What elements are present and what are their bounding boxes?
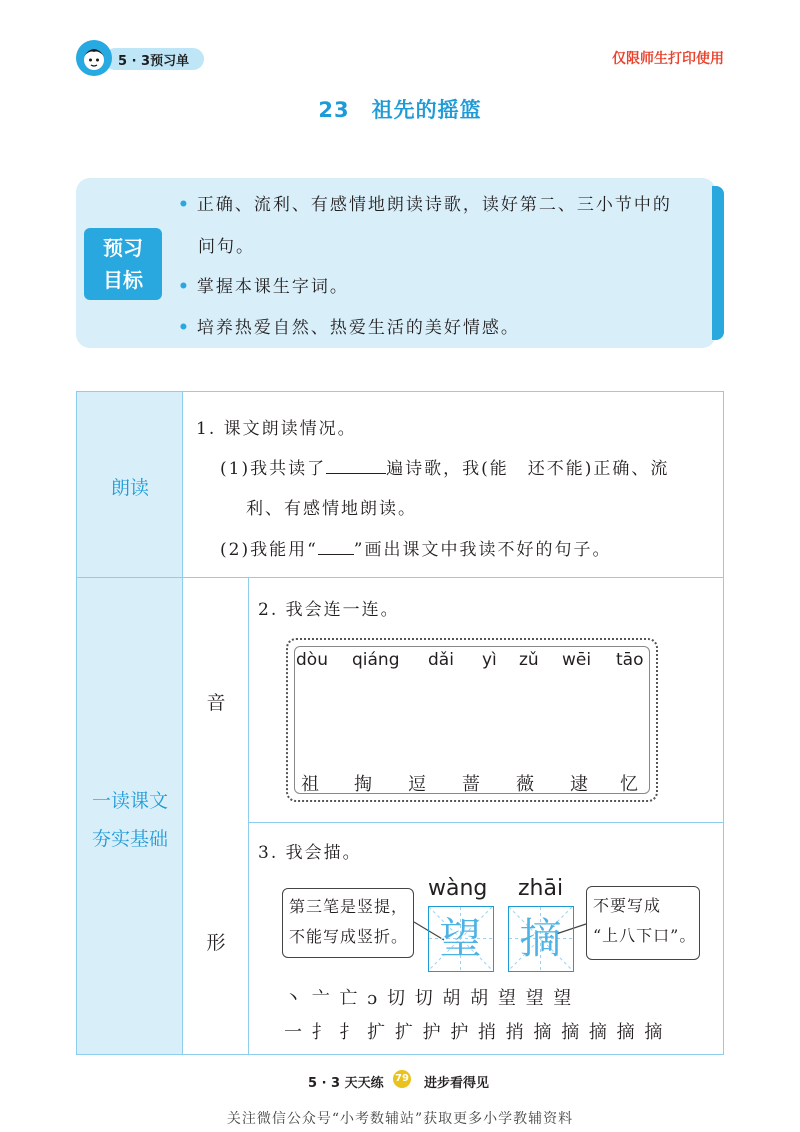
q1-2-text-a: (2)我能用“	[220, 540, 318, 560]
stroke-order-zhai: 一 扌 扌 扩 扩 护 护 捎 捎 摘 摘 摘 摘 摘	[284, 1022, 665, 1043]
pinyin-zhai: zhāi	[518, 876, 564, 901]
pinyin-item[interactable]: zǔ	[519, 650, 539, 670]
footer-right: 进步看得见	[424, 1076, 490, 1091]
tip-left-line1: 第三笔是竖提，	[289, 897, 409, 916]
pinyin-item[interactable]: wēi	[562, 650, 592, 670]
pinyin-item[interactable]: tāo	[616, 650, 644, 670]
pinyin-item[interactable]: dǎi	[428, 650, 454, 670]
goal-text: 问句。	[198, 237, 255, 257]
pinyin-item[interactable]: dòu	[296, 650, 328, 670]
read-label: 朗读	[110, 477, 149, 499]
sound-label: 音	[206, 692, 226, 714]
q1-1-text-a: (1)我共读了	[220, 459, 327, 479]
page-number: 79	[393, 1070, 411, 1088]
tip-left-line2: 不能写成竖折。	[289, 927, 409, 946]
bullet-icon: •	[178, 277, 191, 297]
q1-2-text-b: ”画出课文中我读不好的句子。	[353, 540, 612, 560]
trace-char-zhai: 摘	[519, 914, 562, 963]
hanzi-item[interactable]: 薇	[516, 774, 534, 795]
goal-text: 培养热爱自然、热爱生活的美好情感。	[196, 318, 520, 338]
question-3: 3. 我会描。	[258, 843, 362, 863]
tip-right-line2: “上八下口”。	[593, 926, 697, 945]
print-notice: 仅限师生打印使用	[612, 51, 724, 67]
basic-label-line1: 一读课文	[91, 790, 168, 812]
pinyin-item[interactable]: qiáng	[352, 650, 400, 670]
goals-label-line1: 预习	[103, 236, 143, 260]
hanzi-item[interactable]: 蔷	[462, 774, 480, 795]
badge-label: 5 · 3预习单	[118, 54, 190, 69]
pinyin-wang: wàng	[428, 876, 488, 901]
hanzi-item[interactable]: 祖	[301, 774, 319, 795]
tip-right-line1: 不要写成	[593, 896, 662, 915]
question-2: 2. 我会连一连。	[258, 600, 400, 620]
trace-char-wang: 望	[439, 914, 482, 963]
hanzi-item[interactable]: 掏	[354, 774, 372, 795]
question-1: 1. 课文朗读情况。	[196, 419, 357, 439]
lesson-title: 23 祖先的摇篮	[318, 98, 482, 122]
goal-text: 掌握本课生字词。	[196, 277, 349, 297]
stroke-order-wang: 丶 亠 亡 ɔ 切 切 胡 胡 望 望 望	[284, 988, 574, 1009]
hanzi-item[interactable]: 逗	[408, 774, 426, 795]
goals-label-line2: 目标	[103, 268, 143, 292]
hanzi-item[interactable]: 逮	[570, 774, 588, 795]
tracing-grid-wang[interactable]	[428, 906, 494, 972]
footer-left: 5 · 3 天天练	[308, 1076, 384, 1091]
bullet-icon: •	[178, 195, 191, 215]
pinyin-item[interactable]: yì	[482, 650, 497, 670]
hanzi-item[interactable]: 忆	[620, 774, 638, 795]
question-1-1-cont: 利、有感情地朗读。	[246, 499, 417, 519]
basic-label-line2: 夯实基础	[91, 828, 168, 850]
tracing-grid-zhai[interactable]	[508, 906, 574, 972]
goal-text: 正确、流利、有感情地朗读诗歌，读好第二、三小节中的	[196, 195, 672, 215]
bottom-note: 关注微信公众号“小考数辅站”获取更多小学教辅资料	[226, 1111, 574, 1127]
form-label: 形	[206, 932, 226, 954]
bullet-icon: •	[178, 318, 191, 338]
q1-1-text-b: 遍诗歌，我(能 还不能)正确、流	[386, 459, 670, 479]
